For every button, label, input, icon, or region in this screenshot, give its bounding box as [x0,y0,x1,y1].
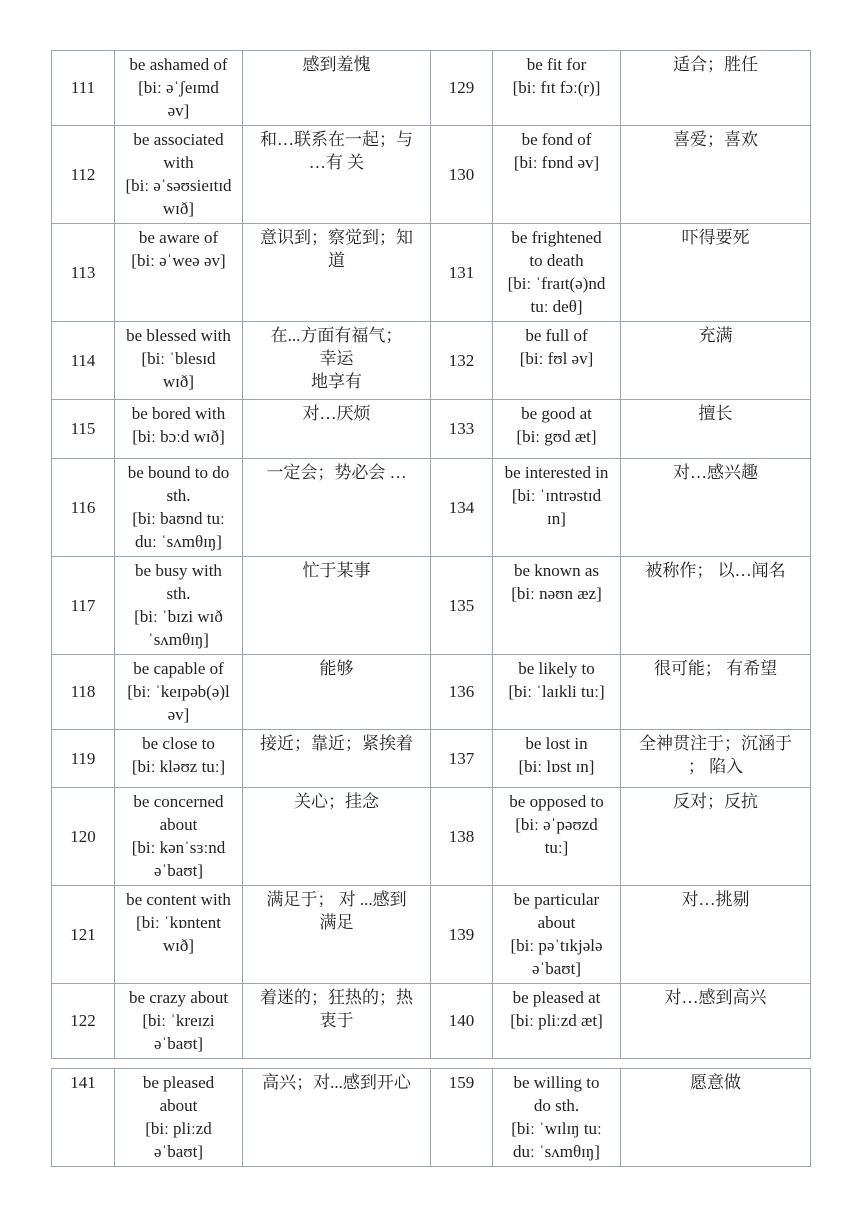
phrase-line: be opposed to [509,792,604,811]
table-row [52,984,811,1059]
phrase-line: [biː kənˈsɜːnd [131,838,226,857]
phrase-line: be willing to [513,1073,600,1092]
phrase-line: be particular [513,890,600,909]
phrase-line: əv] [167,705,190,724]
phrase-line: about [537,913,576,932]
entry-number: 141 [52,1069,115,1167]
phrase-line: be crazy about [128,988,229,1007]
phrase-line: əˈbaʊt] [154,1142,203,1161]
entry-number: 116 [52,459,115,557]
phrase-line: wɪð] [162,936,195,955]
meaning-cell [243,984,431,1059]
meaning-line: 满足 [319,913,354,932]
meaning-line: 吓得要死 [681,228,750,247]
phrase-line: əv] [167,101,190,120]
meaning-cell [621,322,811,400]
phrase-line: [biː ˈfraɪt(ə)nd [507,274,606,293]
table-row [52,788,811,886]
phrase-line: [biː ˈkɒntent [136,913,221,932]
meaning-cell [621,557,811,655]
entry-number: 130 [431,126,493,224]
meaning-cell [621,984,811,1059]
phrase-cell [493,400,621,459]
table-row [52,51,811,126]
phrase-line: be bored with [131,404,226,423]
phrase-line: ˈsʌmθɪŋ] [148,630,209,649]
phrase-line: be lost in [525,734,588,753]
phrase-line: wɪð] [162,199,195,218]
entry-number: 112 [52,126,115,224]
meaning-line: 对…感兴趣 [673,463,758,482]
meaning-cell [621,51,811,126]
phrase-line: be pleased at [512,988,601,1007]
phrase-line: be known as [514,561,599,580]
meaning-line: 着迷的；狂热的；热 [260,988,413,1007]
phrase-line: [biː lɒst ɪn] [518,757,595,776]
phrase-line: be content with [126,890,231,909]
table-row [52,459,811,557]
phrase-line: be capable of [133,659,224,678]
meaning-line: 适合；胜任 [673,55,758,74]
phrase-cell [115,730,243,788]
table-row [52,886,811,984]
phrase-line: be associated [133,130,224,149]
phrase-line: be ashamed of [129,55,228,74]
entry-number: 136 [431,655,493,730]
meaning-cell [243,730,431,788]
entry-number: 114 [52,322,115,400]
entry-number: 135 [431,557,493,655]
meaning-line: 高兴；对...感到开心 [262,1073,411,1092]
phrase-line: be concerned [133,792,224,811]
phrase-line: sth. [166,486,191,505]
phrase-line: [biː baʊnd tuː [132,509,225,528]
meaning-line: 地享有 [311,372,362,391]
phrase-line: [biː ˈɪntrəstɪd [511,486,602,505]
meaning-line: 意识到；察觉到；知 [260,228,413,247]
phrase-line: [biː fɒnd əv] [513,153,600,172]
meaning-cell [621,788,811,886]
table-row [52,400,811,459]
phrase-line: əˈbaʊt] [154,1034,203,1053]
phrase-line: be full of [525,326,588,345]
phrase-line: be frightened [511,228,602,247]
phrase-line: be aware of [138,228,219,247]
phrase-line: [biː bɔːd wɪð] [132,427,225,446]
meaning-cell [621,459,811,557]
phrase-line: [biː kləʊz tuː] [131,757,226,776]
meaning-cell [243,1069,431,1167]
entry-number: 121 [52,886,115,984]
meaning-cell [243,126,431,224]
phrase-cell [493,984,621,1059]
meaning-line: 幸运 [319,349,354,368]
meaning-cell [243,459,431,557]
meaning-line: 对…挑剔 [681,890,750,909]
table-row [52,1069,811,1167]
meaning-cell [243,557,431,655]
phrase-cell [493,557,621,655]
meaning-line: 感到羞愧 [302,55,371,74]
phrase-line: əˈbaʊt] [154,861,203,880]
phrase-line: be pleased [142,1073,215,1092]
entry-number: 122 [52,984,115,1059]
meaning-line: 满足于； 对 ...感到 [266,890,407,909]
table-row [52,557,811,655]
phrase-line: about [159,1096,198,1115]
phrase-cell [493,730,621,788]
meaning-line: 喜爱；喜欢 [673,130,758,149]
phrase-line: [biː əˈpəʊzd [515,815,598,834]
phrase-line: [biː ˈwɪlɪŋ tuː [511,1119,602,1138]
phrase-line: be likely to [518,659,595,678]
phrase-line: ɪn] [547,509,566,528]
phrase-cell [115,886,243,984]
meaning-cell [621,126,811,224]
meaning-line: 关心；挂念 [294,792,379,811]
meaning-cell [243,322,431,400]
meaning-cell [621,224,811,322]
entry-number: 138 [431,788,493,886]
phrase-line: [biː əˈʃeɪmd [138,78,219,97]
phrase-cell [115,557,243,655]
table-row [52,322,811,400]
meaning-line: 很可能； 有希望 [653,659,778,678]
phrase-line: [biː pəˈtɪkjələ [510,936,603,955]
phrase-cell [115,655,243,730]
phrase-cell [493,126,621,224]
phrase-cell [115,224,243,322]
phrase-line: tuː] [544,838,569,857]
phrase-line: [biː nəʊn æz] [511,584,602,603]
phrase-cell [115,51,243,126]
meaning-line: 对…厌烦 [302,404,371,423]
meaning-cell [243,51,431,126]
phrase-line: [biː əˈweə əv] [131,251,226,270]
meaning-line: …有 关 [308,153,365,172]
entry-number: 134 [431,459,493,557]
phrase-line: be bound to do [127,463,230,482]
phrase-line: [biː pliːzd æt] [510,1011,603,1030]
meaning-line: 被称作； 以…闻名 [645,561,786,580]
phrase-cell [115,400,243,459]
table-row [52,730,811,788]
phrase-line: be close to [142,734,215,753]
phrase-line: [biː fʊl əv] [519,349,594,368]
entry-number: 139 [431,886,493,984]
meaning-cell [621,400,811,459]
table-row [52,655,811,730]
meaning-line: 忙于某事 [302,561,371,580]
table-row [52,224,811,322]
phrase-line: [biː əˈsəʊsieɪtɪd [125,176,232,195]
phrase-cell [115,984,243,1059]
meaning-line: 在...方面有福气； [270,326,403,345]
phrase-line: be busy with [135,561,222,580]
phrase-cell [493,459,621,557]
phrase-line: be good at [521,404,592,423]
phrase-line: [biː ˈkreɪzi [142,1011,215,1030]
meaning-line: 和…联系在一起；与 [260,130,413,149]
meaning-line: 衷于 [319,1011,354,1030]
entry-number: 118 [52,655,115,730]
entry-number: 159 [431,1069,493,1167]
phrase-cell [493,788,621,886]
phrase-line: do sth. [533,1096,580,1115]
meaning-cell [621,1069,811,1167]
phrase-line: [biː ˈblesɪd [141,349,216,368]
phrase-line: be fit for [526,55,587,74]
entry-number: 111 [52,51,115,126]
meaning-line: ； 陷入 [687,757,744,776]
meaning-cell [621,886,811,984]
phrase-line: about [159,815,198,834]
meaning-line: 接近；靠近；紧挨着 [260,734,413,753]
phrase-line: [biː fɪt fɔː(r)] [512,78,601,97]
meaning-line: 全神贯注于；沉涵于 [639,734,792,753]
entry-number: 140 [431,984,493,1059]
vocab-table-2 [51,1068,811,1167]
phrase-line: əˈbaʊt] [532,959,581,978]
meaning-line: 充满 [698,326,733,345]
phrase-cell [493,1069,621,1167]
entry-number: 119 [52,730,115,788]
phrase-line: sth. [166,584,191,603]
phrase-cell [115,459,243,557]
phrase-line: tuː deθ] [530,297,583,316]
phrase-line: duː ˈsʌmθɪŋ] [513,1142,600,1161]
entry-number: 120 [52,788,115,886]
meaning-line: 能够 [319,659,354,678]
phrase-cell [115,126,243,224]
phrase-line: wɪð] [162,372,195,391]
entry-number: 137 [431,730,493,788]
phrase-line: [biː ˈkeɪpəb(ə)l [127,682,230,701]
meaning-line: 擅长 [698,404,733,423]
phrase-cell [115,322,243,400]
phrase-cell [493,224,621,322]
entry-number: 129 [431,51,493,126]
phrase-line: be blessed with [126,326,231,345]
phrase-line: [biː ˈlaɪkli tuː] [508,682,605,701]
meaning-cell [621,730,811,788]
meaning-cell [243,655,431,730]
meaning-line: 反对；反抗 [673,792,758,811]
phrase-line: [biː gʊd æt] [516,427,597,446]
meaning-cell [243,886,431,984]
entry-number: 131 [431,224,493,322]
vocab-table-1 [51,50,811,1059]
phrase-cell [115,1069,243,1167]
entry-number: 133 [431,400,493,459]
entry-number: 132 [431,322,493,400]
phrase-cell [493,322,621,400]
phrase-line: to death [529,251,584,270]
meaning-line: 一定会；势必会 … [266,463,407,482]
entry-number: 115 [52,400,115,459]
meaning-cell [621,655,811,730]
phrase-cell [493,886,621,984]
phrase-cell [493,655,621,730]
phrase-line: duː ˈsʌmθɪŋ] [135,532,222,551]
table-row [52,126,811,224]
meaning-line: 愿意做 [690,1073,741,1092]
phrase-cell [115,788,243,886]
meaning-line: 道 [328,251,345,270]
entry-number: 117 [52,557,115,655]
phrase-line: [biː pliːzd [145,1119,212,1138]
phrase-line: [biː ˈbɪzi wɪð [134,607,223,626]
entry-number: 113 [52,224,115,322]
phrase-cell [493,51,621,126]
phrase-line: be interested in [504,463,609,482]
meaning-cell [243,224,431,322]
meaning-cell [243,788,431,886]
meaning-line: 对…感到高兴 [664,988,767,1007]
meaning-cell [243,400,431,459]
phrase-line: be fond of [521,130,592,149]
phrase-line: with [163,153,194,172]
